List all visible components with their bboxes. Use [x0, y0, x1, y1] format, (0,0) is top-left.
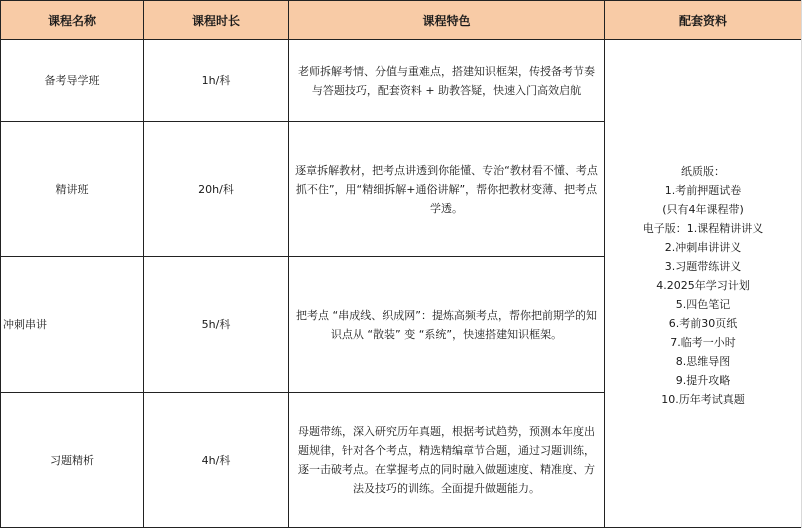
features-text: 母题带练，深入研究历年真题，根据考试趋势，预测本年度出题规律，针对各个考点，精选精编章节合题，通过习题训练，逐一击破考点。在掌握考点的同时融入做题速度、精准度、方法及技巧的训练。全面提升做题能力。	[298, 425, 595, 495]
materials-line: 3.习题带练讲义	[664, 260, 742, 273]
header-row	[1, 1, 802, 40]
materials-line: 2.冲刺串讲讲义	[664, 241, 742, 254]
materials-line: 9.提升攻略	[675, 374, 731, 387]
course-name-cell: 冲刺串讲	[1, 257, 144, 393]
materials-line: 4.2025年学习计划	[656, 279, 750, 292]
features-cell	[289, 40, 605, 122]
features-cell	[289, 257, 605, 393]
features-text: 老师拆解考情、分值与重难点，搭建知识框架，传授备考节奏与答题技巧，配套资料 + 助教答疑，快速入门高效启航	[298, 64, 595, 97]
features-text: 逐章拆解教材，把考点讲透到你能懂、专治“教材看不懂、考点抓不住”，用“精细拆解+通俗讲解”，帮你把教材变薄、把考点学透。	[295, 163, 598, 215]
course-name-cell: 习题精析	[1, 393, 144, 528]
header-duration: 课程时长	[144, 1, 289, 40]
features-cell	[289, 122, 605, 257]
duration-cell: 4h/科	[144, 393, 289, 528]
next-column-gridline	[801, 0, 805, 528]
materials-line: 1.考前押题试卷	[664, 184, 742, 197]
duration-cell: 1h/科	[144, 40, 289, 122]
duration-cell: 5h/科	[144, 257, 289, 393]
materials-line: 5.四色笔记	[675, 298, 731, 311]
course-name-cell: 精讲班	[1, 122, 144, 257]
materials-line: 10.历年考试真题	[661, 393, 745, 406]
materials-line: 8.思维导图	[675, 355, 731, 368]
materials-line: 6.考前30页纸	[668, 317, 738, 330]
course-name-cell: 备考导学班	[1, 40, 144, 122]
materials-cell	[605, 40, 802, 528]
features-cell	[289, 393, 605, 528]
header-course-name: 课程名称	[1, 1, 144, 40]
duration-cell: 20h/科	[144, 122, 289, 257]
features-text: 把考点 “串成线、织成网”：提炼高频考点，帮你把前期学的知识点从 “散装” 变 “系统”，快速搭建知识框架。	[296, 308, 597, 341]
materials-line: 纸质版：	[681, 165, 725, 178]
header-materials: 配套资料	[605, 1, 802, 40]
header-features: 课程特色	[289, 1, 605, 40]
materials-line: 7.临考一小时	[670, 336, 736, 349]
table-row	[1, 40, 802, 122]
materials-line: (只有4年课程带)	[662, 203, 744, 216]
materials-line: 电子版：1.课程精讲讲义	[642, 222, 764, 235]
